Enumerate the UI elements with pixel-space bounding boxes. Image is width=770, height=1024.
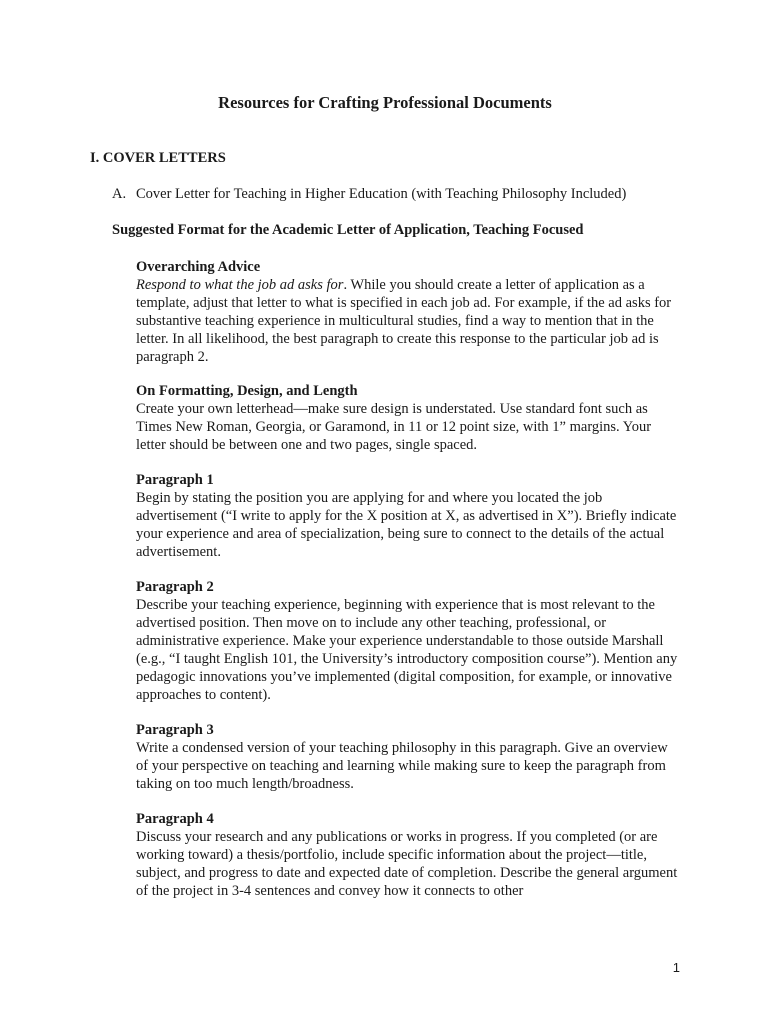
block-heading: Paragraph 1 bbox=[136, 472, 214, 488]
block-heading: On Formatting, Design, and Length bbox=[136, 383, 358, 399]
paragraph-4-block bbox=[136, 810, 681, 900]
block-body-text: . While you should create a letter of application as a template, adjust that letter to what is specified in each job ad. For example, if the ad asks for substantive teaching experience in multicultural studies, find a way to mention that in the letter. In all likelihood, the best paragraph to create this response to the particular job ad is paragraph 2. bbox=[136, 277, 672, 365]
page-title: Resources for Crafting Professional Documents bbox=[218, 93, 552, 112]
block-body: Describe your teaching experience, beginning with experience that is most relevant to the advertised position. Then move on to include any other teaching, professional, or administrative experience. Make your experience understandable to those outside Marshall (e.g., “I taught English 101, the University’s introductory composition course”). Mention any pedagogic innovations you’ve implemented (digital composition, for example, or innovative approaches to content). bbox=[136, 597, 678, 703]
block-body: Write a condensed version of your teaching philosophy in this paragraph. Give an overview of your perspective on teaching and learning while making sure to keep the paragraph from taking on too much length/broadness. bbox=[136, 740, 668, 792]
suggested-format-heading: Suggested Format for the Academic Letter of Application, Teaching Focused bbox=[112, 222, 584, 238]
block-heading: Paragraph 4 bbox=[136, 811, 214, 827]
subsection-item bbox=[112, 186, 626, 203]
paragraph-3-block bbox=[136, 721, 681, 793]
section-heading: I. COVER LETTERS bbox=[90, 150, 226, 166]
block-body: Begin by stating the position you are applying for and where you located the job advertisement (“I write to apply for the X position at X, as advertised in X”). Briefly indicate your experience and area of specialization, being sure to connect to the details of the actual advertisement. bbox=[136, 490, 677, 560]
subsection-marker: A. bbox=[112, 186, 127, 202]
block-body bbox=[136, 276, 681, 366]
block-heading: Paragraph 2 bbox=[136, 579, 214, 595]
block-body: Create your own letterhead—make sure design is understated. Use standard font such as Times New Roman, Georgia, or Garamond, in 11 or 12 point size, with 1” margins. Your letter should be between one and two pages, single spaced. bbox=[136, 401, 652, 453]
paragraph-1-block bbox=[136, 471, 681, 561]
formatting-block bbox=[136, 382, 681, 454]
subsection-title: Cover Letter for Teaching in Higher Education (with Teaching Philosophy Included) bbox=[136, 186, 627, 202]
block-heading: Paragraph 3 bbox=[136, 722, 214, 738]
block-body: Discuss your research and any publications or works in progress. If you completed (or are working toward) a thesis/portfolio, include specific information about the project—title, subject, and progress to date and expected date of completion. Describe the general argument of the project in 3-4 sentences and convey how it connects to other bbox=[136, 829, 678, 899]
page-number: 1 bbox=[672, 960, 680, 975]
block-heading: Overarching Advice bbox=[136, 259, 261, 275]
paragraph-2-block bbox=[136, 578, 681, 704]
overarching-advice-block bbox=[136, 258, 681, 366]
block-lead-italic: Respond to what the job ad asks for bbox=[136, 277, 344, 293]
